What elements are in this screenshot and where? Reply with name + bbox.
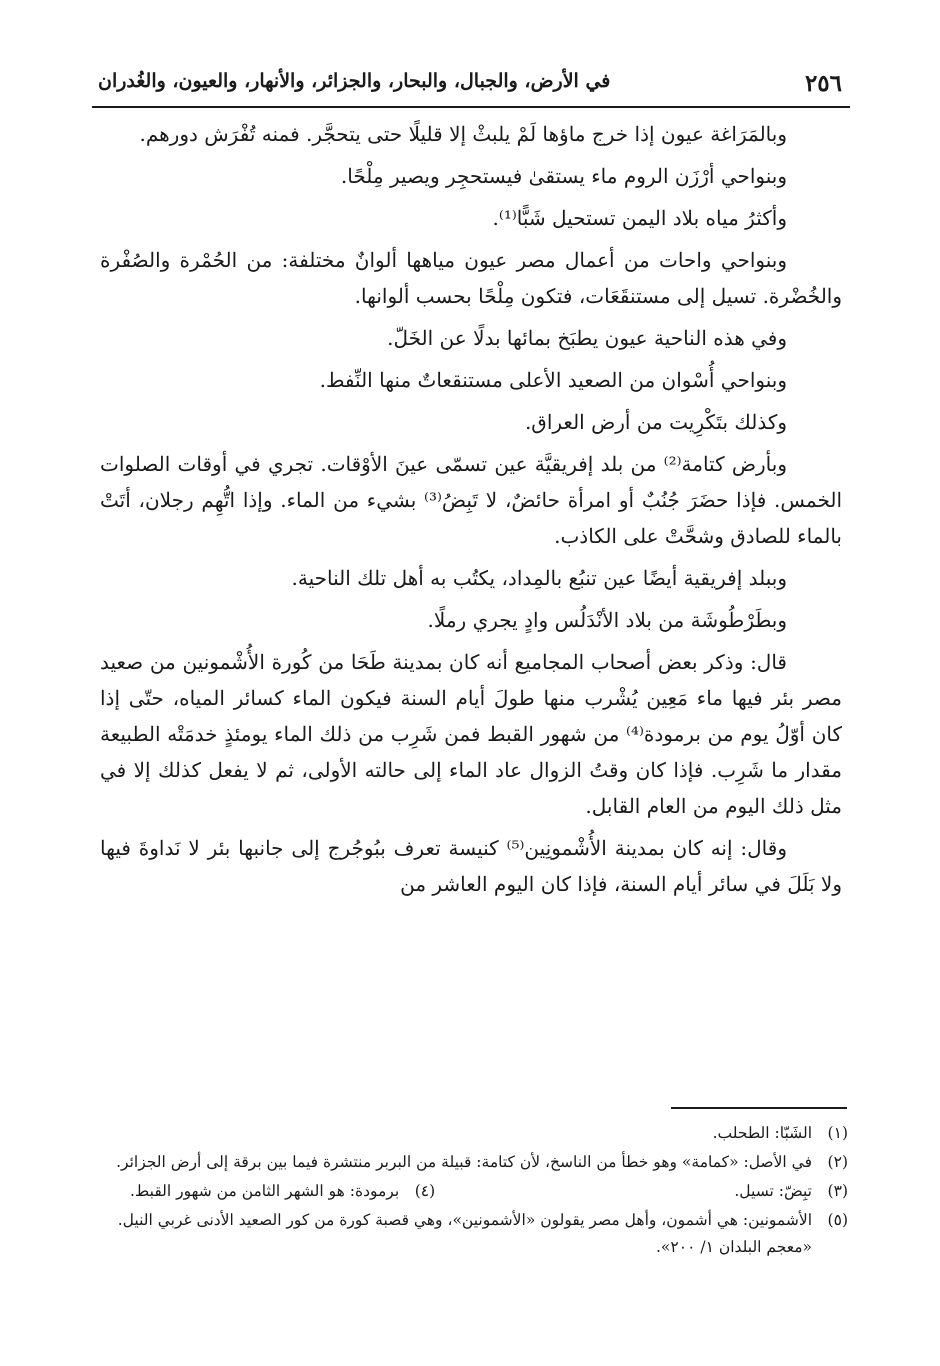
- paragraph: وببلد إفريقية أيضًا عين تنبُع بالمِداد، يكتُب به أهل تلك الناحية.: [291, 566, 787, 590]
- footnote-number: (٢): [827, 1153, 848, 1171]
- footnote-text: في الأصل: «كمامة» وهو خطأ من الناسخ، لأن كتامة: قبيلة من البربر منتشرة فيما بين برقة إلى أرض الجزائر.: [116, 1153, 812, 1171]
- paragraph: قال: وذكر بعض أصحاب المجاميع أنه كان بمدينة طَحَا من كُورة الأُشْمونين من صعيد مصر بئر فيها ماء مَعِين يُشْرب منها طولَ أيام السنة فيكون الماء كسائر المياه، حتّى إذا كان أوّلُ يوم من برمودة⁽⁴⁾ من شهور القبط فمن شَرِب من ذلك الماء يومئذٍ خدمَتْه الطبيعة مقدار ما شَرِب. فإذا كان وقتُ الزوال عاد الماء إلى حالته الأولى، ثم لا يفعل كذلك إلا في مثل ذلك اليوم من العام القابل.: [100, 650, 843, 818]
- paragraph: وبنواحي أُسْوان من الصعيد الأعلى مستنقعاتٌ منها النِّفط.: [319, 368, 787, 392]
- footnote-2: [100, 1149, 848, 1176]
- footnote-divider: [671, 1107, 847, 1109]
- footnote-number: (٣): [827, 1182, 848, 1200]
- footnote-5: [100, 1207, 848, 1261]
- footnote-text: برمودة: هو الشهر الثامن من شهور القبط.: [130, 1182, 400, 1200]
- paragraph: وكذلك بتَكْرِيت من أرض العراق.: [524, 410, 787, 434]
- paragraph: وقال: إنه كان بمدينة الأُشْمونِين⁽⁵⁾ كنيسة تعرف ببُوجُرج إلى جانبها بئر لا نَداوةَ فيها ولا بَلَلَ في سائر أيام السنة، فإذا كان اليوم العاشر من: [100, 836, 842, 896]
- footnote-number: (١): [827, 1124, 848, 1142]
- page-header: [92, 62, 850, 108]
- paragraph: وبطَرْطُوشَة من بلاد الأنْدَلُس وادٍ يجري رملًا.: [427, 608, 787, 632]
- footnote-text: تبِضّ: تسيل.: [734, 1182, 812, 1200]
- footnote-3: [734, 1178, 848, 1205]
- footnotes: [100, 1120, 848, 1263]
- footnote-4: [130, 1178, 435, 1205]
- footnote-text: الأشمونين: هي أشمون، وأهل مصر يقولون «الأشمونين»، وهي قصبة كورة من كور الصعيد الأدنى غربي النيل. «معجم البلدان ١/ ٢٠٠».: [117, 1211, 812, 1256]
- footnote-1: [100, 1120, 848, 1147]
- footnote-number: (٤): [414, 1182, 436, 1200]
- paragraph: وبنواحي واحات من أعمال مصر عيون مياهها ألوانٌ مختلفة: من الحُمْرة والصُفْرة والخُضْرة. تسيل إلى مستنقَعَات، فتكون مِلْحًا بحسب ألوانها.: [100, 248, 842, 308]
- main-text: [100, 116, 842, 908]
- paragraph: وبنواحي أرْزَن الروم ماء يستقىٰ فيستحجِر ويصير مِلْحًا.: [340, 164, 787, 188]
- paragraph: وفي هذه الناحية عيون يطبَخ بمائها بدلًا عن الخَلّ.: [387, 326, 787, 350]
- paragraph: وبالمَرَاغة عيون إذا خرج ماؤها لَمْ يلبثْ إلا قليلًا حتى يتحجَّر. فمنه تُفْرَش دورهم.: [139, 122, 787, 146]
- page-number: ٢٥٦: [804, 70, 842, 97]
- paragraph: وبأرض كتامة⁽²⁾ من بلد إفريقيَّة عين تسمّى عينَ الأوْقات. تجري في أوقات الصلوات الخمس. فإذا حضَرَ جُنُبٌ أو امرأة حائضٌ، لا تَبِضُ⁽³⁾ بشيء من الماء. وإذا اتُّهِم رجلان، أتَتْ بالماء للصادق وشحَّتْ على الكاذب.: [100, 452, 842, 548]
- paragraph: وأكثرُ مياه بلاد اليمن تستحيل شَبًّا⁽¹⁾.: [492, 206, 787, 230]
- footnote-text: الشَبّا: الطحلب.: [712, 1124, 812, 1142]
- running-title: في الأرض، والجبال، والبحار، والجزائر، والأنهار، والعيون، والغُدران: [98, 70, 611, 92]
- footnote-row: [100, 1178, 848, 1205]
- footnote-number: (٥): [827, 1211, 848, 1229]
